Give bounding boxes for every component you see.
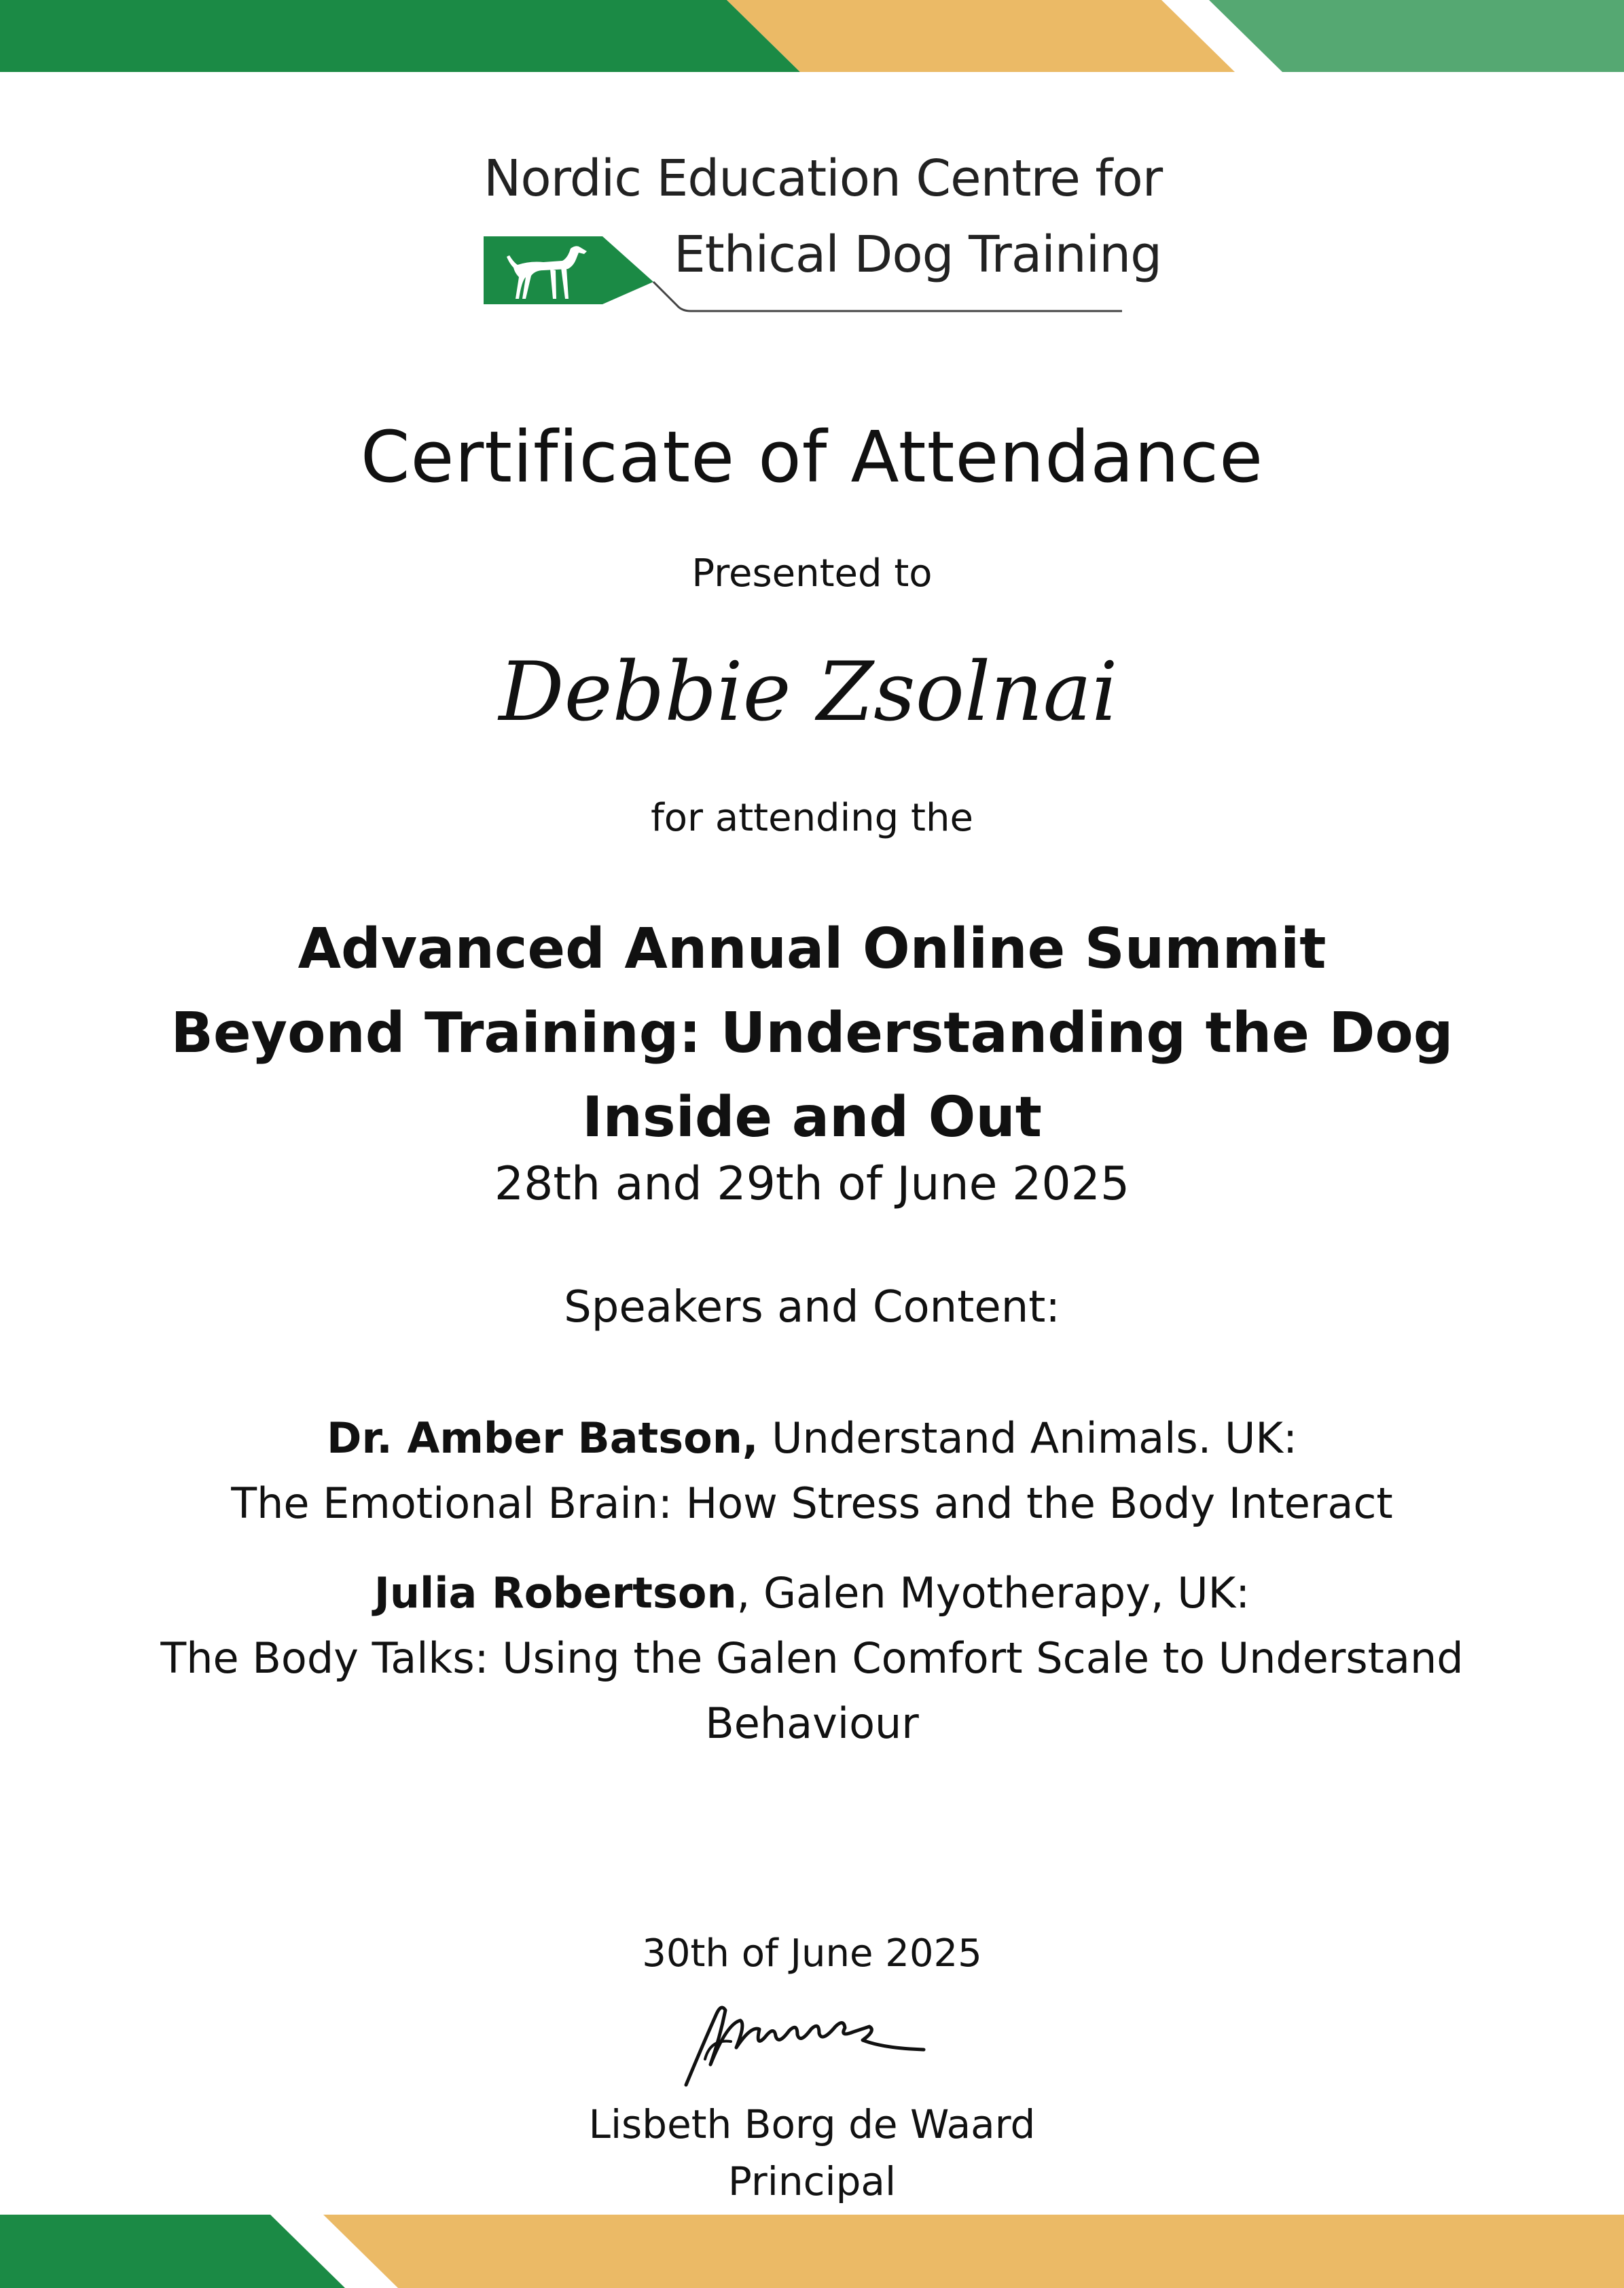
event-title-line: Inside and Out [582,1085,1042,1150]
signer-name: Lisbeth Borg de Waard [588,2101,1036,2147]
event-title-line: Beyond Training: Understanding the Dog [170,1001,1454,1066]
speaker-name: Dr. Amber Batson, [327,1413,759,1463]
event-dates: 28th and 29th of June 2025 [494,1157,1130,1211]
organization-name-line1: Nordic Education Centre for [484,149,1163,208]
speaker-talk-title: The Emotional Brain: How Stress and the Body Interact [231,1478,1393,1528]
issue-date: 30th of June 2025 [642,1931,982,1976]
attending-label: for attending the [651,796,973,840]
speaker-entry [0,1406,1624,1536]
speakers-heading: Speakers and Content: [564,1282,1060,1332]
signer-title: Principal [727,2158,897,2204]
speaker-affiliation: Understand Animals. UK: [758,1413,1297,1463]
speaker-line [0,1406,1624,1471]
recipient-name-signature [499,618,1118,767]
certificate-title: Certificate of Attendance [360,416,1264,498]
speaker-affiliation: , Galen Myotherapy, UK: [736,1568,1250,1618]
presented-to-label: Presented to [691,551,933,596]
event-title [0,907,1624,1160]
bottom-decorative-band [0,2215,1624,2288]
speaker-entry [0,1561,1624,1756]
speaker-talk-title: Behaviour [705,1699,919,1748]
signer-block [0,2096,1624,2210]
recipient-name: Debbie Zsolnai [499,645,1118,740]
top-decorative-band [0,0,1624,72]
organization-name-line2: Ethical Dog Training [674,225,1162,284]
speaker-talk-title: The Body Talks: Using the Galen Comfort Scale to Understand [160,1633,1464,1683]
event-title-line: Advanced Annual Online Summit [297,917,1327,981]
speaker-name: Julia Robertson [374,1568,737,1618]
principal-signature [666,1983,951,2092]
speaker-line [0,1561,1624,1626]
organization-logo [484,149,1163,312]
